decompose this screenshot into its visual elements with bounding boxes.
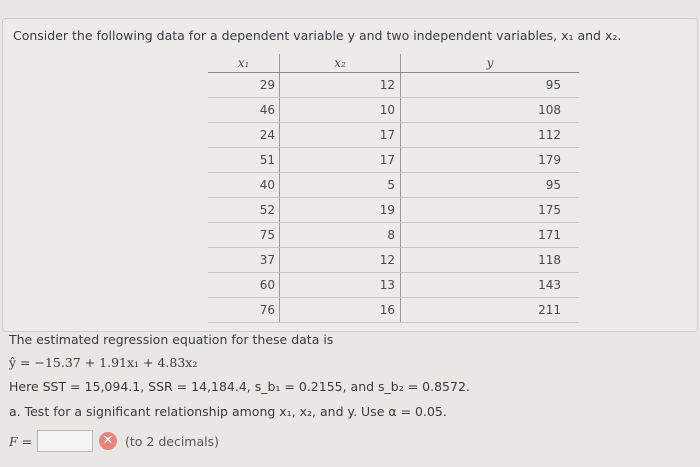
table-row [208, 173, 579, 198]
cell-x1: 51 [208, 148, 280, 173]
cell-x1: 76 [208, 298, 280, 323]
header-x1: x₁ [208, 54, 280, 73]
cell-x2: 19 [280, 198, 401, 223]
cell-y: 171 [401, 223, 580, 248]
table-row [208, 248, 579, 273]
part-a-prompt: a. Test for a significant relationship among x₁, x₂, and y. Use α = 0.05. [9, 404, 447, 419]
cell-y: 112 [401, 123, 580, 148]
decimals-hint: (to 2 decimals) [125, 433, 219, 449]
table-row [208, 223, 579, 248]
cell-x2: 17 [280, 123, 401, 148]
cell-x1: 52 [208, 198, 280, 223]
cell-x1: 60 [208, 273, 280, 298]
question-text: Consider the following data for a dependent variable y and two independent variables, x₁ and x₂. [13, 28, 622, 43]
table-row [208, 273, 579, 298]
cell-y: 143 [401, 273, 580, 298]
cell-x1: 46 [208, 98, 280, 123]
cell-x2: 12 [280, 248, 401, 273]
data-table [208, 54, 579, 323]
f-answer-row [9, 430, 219, 452]
cell-x1: 37 [208, 248, 280, 273]
cell-y: 211 [401, 298, 580, 323]
cell-x1: 75 [208, 223, 280, 248]
table-row [208, 123, 579, 148]
cell-y: 108 [401, 98, 580, 123]
table-row [208, 198, 579, 223]
cell-x2: 16 [280, 298, 401, 323]
table-row [208, 148, 579, 173]
cell-x2: 13 [280, 273, 401, 298]
cell-x1: 24 [208, 123, 280, 148]
cell-y: 179 [401, 148, 580, 173]
cell-y: 95 [401, 73, 580, 98]
regression-stats: Here SST = 15,094.1, SSR = 14,184.4, s_b₁ = 0.2155, and s_b₂ = 0.8572. [9, 379, 470, 394]
cell-x1: 29 [208, 73, 280, 98]
table-row [208, 98, 579, 123]
cell-x2: 17 [280, 148, 401, 173]
f-label: F = [9, 433, 33, 449]
cell-x2: 8 [280, 223, 401, 248]
regression-intro: The estimated regression equation for these data is [9, 332, 334, 347]
cell-y: 118 [401, 248, 580, 273]
cell-y: 175 [401, 198, 580, 223]
cell-y: 95 [401, 173, 580, 198]
table-row [208, 298, 579, 323]
table-row [208, 73, 579, 98]
regression-equation: ŷ = −15.37 + 1.91x₁ + 4.83x₂ [9, 355, 198, 370]
cell-x1: 40 [208, 173, 280, 198]
cell-x2: 12 [280, 73, 401, 98]
incorrect-icon: ✕ [99, 432, 117, 450]
cell-x2: 10 [280, 98, 401, 123]
header-y: y [401, 54, 580, 73]
header-x2: x₂ [280, 54, 401, 73]
f-input[interactable] [37, 430, 93, 452]
cell-x2: 5 [280, 173, 401, 198]
table-header-row [208, 54, 579, 73]
